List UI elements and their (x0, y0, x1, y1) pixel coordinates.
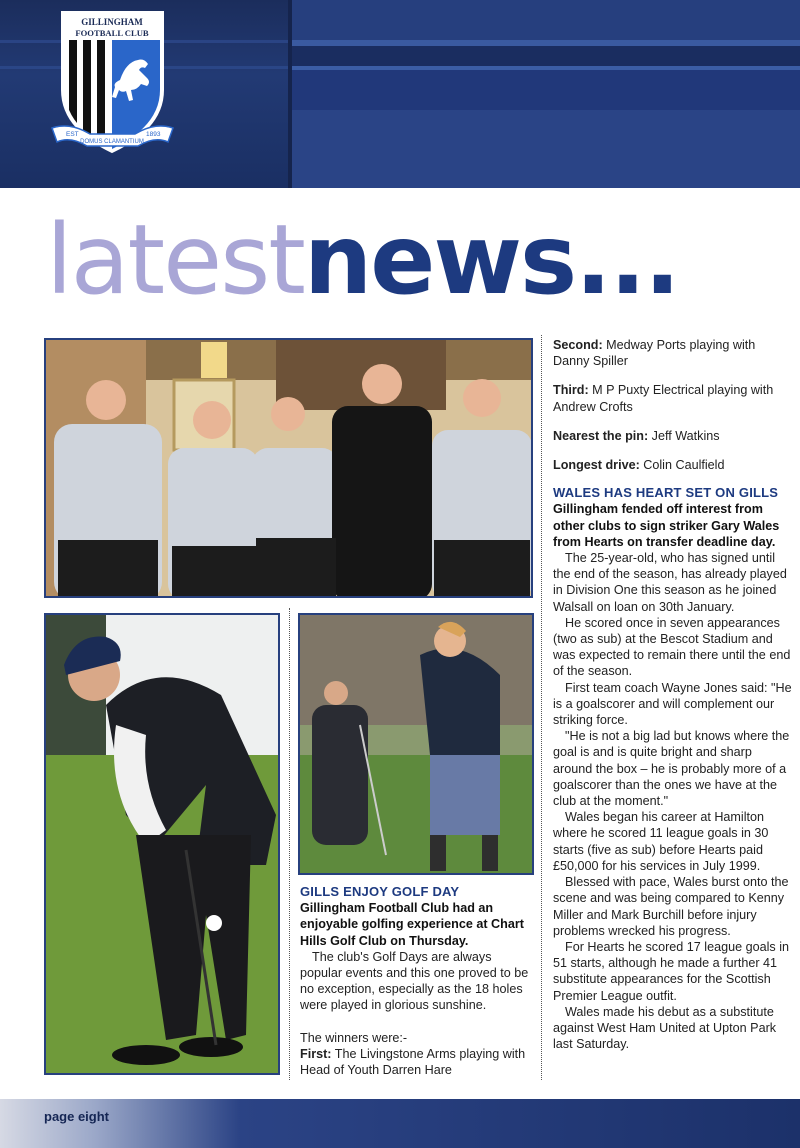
headline-bold: news... (303, 204, 679, 316)
longest-drive: Longest drive: Colin Caulfield (553, 458, 725, 473)
wales-heading: WALES HAS HEART SET ON GILLS (553, 485, 779, 501)
wales-paragraph: The 25-year-old, who has signed until the end of the season, has already played in Division One this season as he joined Walsall on loan on 30th January. (553, 551, 787, 614)
column-divider (541, 335, 542, 1080)
footer-band (0, 1099, 800, 1148)
wales-paragraph: He scored once in seven appearances (two as sub) at the Bescot Stadium and was expected to remain there until the end of the season. (553, 615, 791, 679)
page-number-label: page eight (44, 1109, 110, 1124)
golf-paragraph: The club's Golf Days are always popular events and this one proved to be no exception, especially as the 18 holes were played in glorious sunshine. (300, 949, 529, 1013)
right-column (553, 337, 793, 1052)
svg-text:1893: 1893 (146, 131, 161, 138)
wales-paragraph: For Hearts he scored 17 league goals in 51 starts, although he made a further 41 substitute appearances for the Scottish Premier League outfit. (553, 939, 790, 1003)
header-band (0, 0, 800, 188)
golf-article (300, 884, 536, 1078)
golf-lead: Gillingham Football Club had an enjoyable golfing experience at Chart Hills Golf Club on Thursday. (300, 901, 524, 948)
wales-paragraph: First team coach Wayne Jones said: "He is a goalscorer and will complement our striking force. (553, 680, 792, 728)
wales-paragraph: Wales made his debut as a substitute against West Ham United at Upton Park last Saturday. (553, 1004, 777, 1052)
group-prize-photo (44, 338, 533, 598)
svg-text:EST: EST (66, 131, 79, 138)
club-crest-logo (50, 10, 175, 165)
nearest-pin: Nearest the pin: Jeff Watkins (553, 428, 720, 443)
wales-paragraph: "He is not a big lad but knows where the goal is and is quite bright and sharp around the box – he is probably more of a goalscorer than the ones we have at the club at the moment." (553, 729, 790, 809)
svg-text:DOMUS CLAMANTIUM: DOMUS CLAMANTIUM (80, 139, 144, 145)
page-headline (46, 205, 679, 315)
winner-second: Second: Medway Ports playing with Danny Spiller (553, 338, 756, 369)
winner-third: Third: M P Puxty Electrical playing with Andrew Crofts (553, 383, 774, 414)
svg-text:GILLINGHAM: GILLINGHAM (81, 17, 143, 27)
winner-first: First: The Livingstone Arms playing with Head of Youth Darren Hare (300, 1046, 526, 1078)
wales-lead: Gillingham fended off interest from other clubs to sign striker Gary Wales from Hearts on transfer deadline day. (553, 502, 780, 549)
wales-paragraph: Blessed with pace, Wales burst onto the scene and was being compared to Kenny Miller and Mark Burchill before injury problems wrecked his progress. (553, 875, 789, 938)
winners-intro: The winners were:- (300, 1030, 408, 1045)
wales-paragraph: Wales began his career at Hamilton where he scored 11 league goals in 30 starts (five as sub) before Hearts paid £50,000 for his services in July 1999. (553, 810, 769, 873)
golfer-photo (44, 613, 280, 1075)
column-divider (289, 608, 290, 1080)
headline-light: latest (46, 204, 304, 316)
svg-text:FOOTBALL CLUB: FOOTBALL CLUB (75, 28, 149, 38)
golf-pair-photo (298, 613, 534, 875)
golf-heading: GILLS ENJOY GOLF DAY (300, 884, 460, 899)
